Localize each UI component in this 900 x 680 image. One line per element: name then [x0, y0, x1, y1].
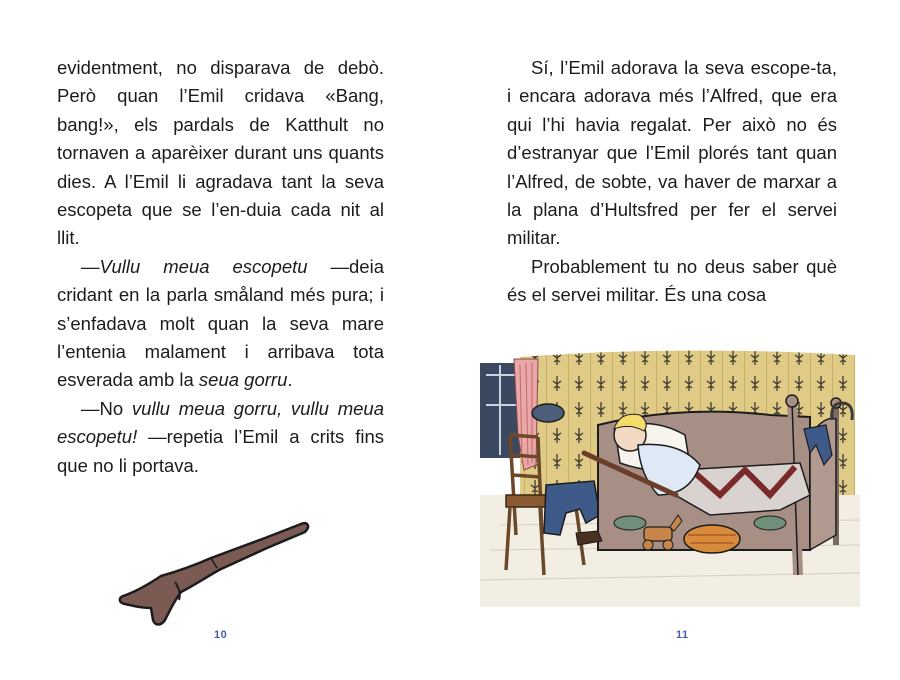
paragraph [57, 395, 384, 480]
text-run: — [81, 255, 100, 277]
text-run: evidentment, no disparava de debò. Però quan l’Emil cridava «Bang, bang!», els pardals de Katthult no tornaven a aparèixer durant uns quants dies. A l’Emil li agradava tant la seva escopeta que se l’en-duia cada nit al llit. [57, 57, 384, 249]
text-run: —No [81, 397, 132, 419]
paragraph [507, 54, 837, 253]
left-page-text [57, 54, 384, 480]
dialect-phrase: vullu meua gorru, vullu meua escopetu! [57, 397, 384, 448]
right-page [450, 0, 900, 680]
paragraph [57, 54, 384, 253]
page-number: 11 [676, 629, 689, 641]
emil-in-bed-illustration [480, 345, 860, 607]
text-run: —deia cridant en la parla småland més pura; i s’enfadava molt quan la seva mare l’entenia malament i arribava tota esverada amb la [57, 255, 384, 391]
rifle-illustration [115, 508, 315, 633]
dialect-phrase: seua gorru [198, 369, 288, 391]
basket [684, 525, 740, 553]
text-run: . [287, 369, 293, 391]
paragraph [507, 253, 837, 310]
text-run: Sí, l’Emil adorava la seva escope-ta, i encara adorava més l’Alfred, que era qui l’hi havia regalat. Per això no és d’estranyar que l’Emil plorés tant quan l’Alfred, de sobte, va haver de marxar a la plana d’Hultsfred per fer el servei militar. [507, 57, 837, 249]
paragraph [57, 253, 384, 395]
dialect-phrase: Vullu meua escopetu [99, 255, 308, 277]
hat [532, 404, 564, 422]
page-number: 10 [214, 629, 228, 641]
text-run: —repetia l’Emil a crits fins que no li portava. [57, 426, 384, 476]
right-page-text [507, 54, 837, 310]
text-run: Probablement tu no deus saber què és el servei militar. És una cosa [507, 255, 837, 306]
